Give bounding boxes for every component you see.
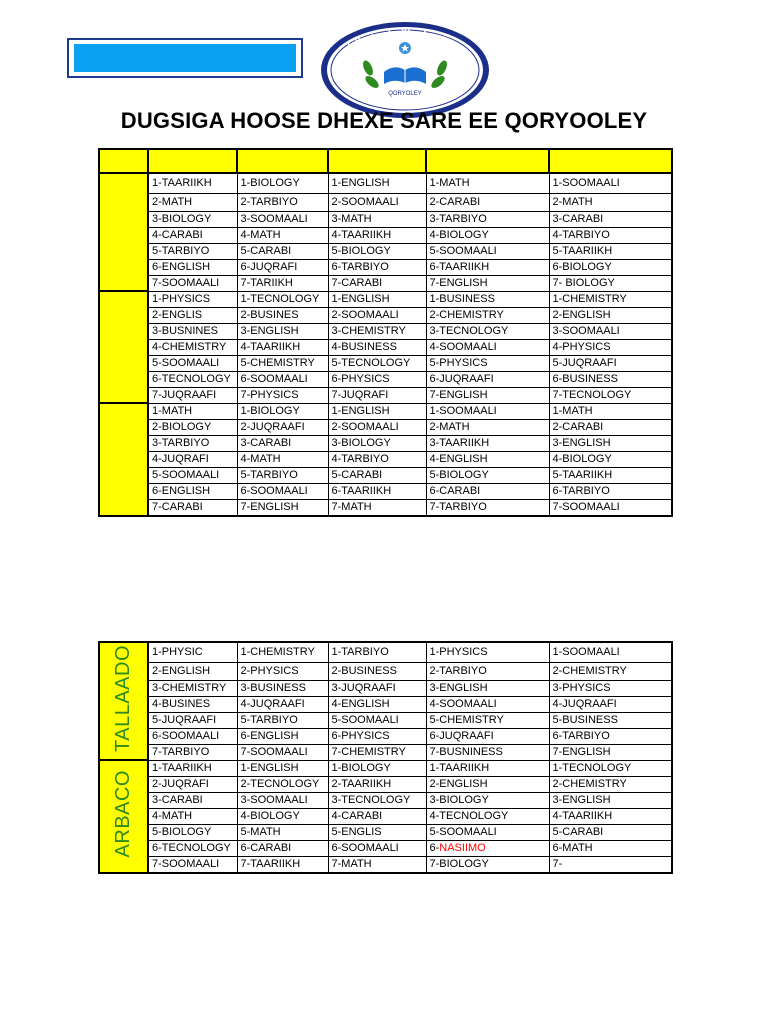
subject-cell: 6-PHYSICS bbox=[328, 371, 426, 387]
subject-cell: 5-PHYSICS bbox=[426, 355, 549, 371]
subject-cell: 6-SOOMAALI bbox=[237, 483, 328, 499]
table-row bbox=[99, 760, 672, 776]
subject-cell: 7-TARBIYO bbox=[426, 499, 549, 516]
subject-cell: 4-PHYSICS bbox=[549, 339, 672, 355]
subject-cell: 1-ENGLISH bbox=[328, 173, 426, 193]
day-cell bbox=[99, 642, 148, 760]
subject-cell: 7-CHEMISTRY bbox=[328, 744, 426, 760]
table-row bbox=[99, 435, 672, 451]
subject-cell: 1-PHYSIC bbox=[148, 642, 237, 662]
subject-cell: 3-SOOMAALI bbox=[237, 792, 328, 808]
subject-cell: 7-BIOLOGY bbox=[426, 856, 549, 873]
subject-cell: 2-SOOMAALI bbox=[328, 307, 426, 323]
subject-cell: 4-ENGLISH bbox=[426, 451, 549, 467]
logo-arc-text: مدرسة قريولي الاساسية والثانوية bbox=[333, 26, 477, 65]
subject-cell: 3-CHEMISTRY bbox=[328, 323, 426, 339]
table-row bbox=[99, 339, 672, 355]
subject-cell: 2-ENGLIS bbox=[148, 307, 237, 323]
subject-cell: 2-CARABI bbox=[426, 193, 549, 211]
subject-cell: 1-MATH bbox=[549, 403, 672, 419]
table-row bbox=[99, 824, 672, 840]
subject-cell: 1-TECNOLOGY bbox=[237, 291, 328, 307]
timetable-1 bbox=[98, 148, 673, 517]
subject-cell: 3-BUSNINES bbox=[148, 323, 237, 339]
subject-cell: 5-TARBIYO bbox=[237, 712, 328, 728]
subject-cell: 2-ENGLISH bbox=[549, 307, 672, 323]
subject-cell: 7-MATH bbox=[328, 499, 426, 516]
subject-cell: 1-BIOLOGY bbox=[328, 760, 426, 776]
subject-cell: 4-TAARIIKH bbox=[328, 227, 426, 243]
subject-cell: 6-BUSINESS bbox=[549, 371, 672, 387]
subject-cell: 5-BUSINESS bbox=[549, 712, 672, 728]
subject-cell: 7-ENGLISH bbox=[426, 275, 549, 291]
subject-cell: 7-SOOMAALI bbox=[549, 499, 672, 516]
subject-cell: 6-TECNOLOGY bbox=[148, 371, 237, 387]
subject-cell: 3-TARBIYO bbox=[148, 435, 237, 451]
subject-cell: 2-BUSINESS bbox=[328, 662, 426, 680]
subject-cell: 7-ENGLISH bbox=[549, 744, 672, 760]
blue-fill bbox=[74, 44, 296, 72]
table-row bbox=[99, 227, 672, 243]
subject-cell: 7-MATH bbox=[328, 856, 426, 873]
subject-cell: 7-JUQRAFI bbox=[328, 387, 426, 403]
subject-cell: 6-PHYSICS bbox=[328, 728, 426, 744]
table-row bbox=[99, 483, 672, 499]
subject-cell: 7-TARBIYO bbox=[148, 744, 237, 760]
subject-cell: 5-SOOMAALI bbox=[148, 355, 237, 371]
subject-cell: 5-SOOMAALI bbox=[426, 243, 549, 259]
header-cell bbox=[237, 149, 328, 173]
table-row bbox=[99, 856, 672, 873]
header-cell bbox=[426, 149, 549, 173]
table-row bbox=[99, 371, 672, 387]
subject-cell: 4-JUQRAAFI bbox=[549, 696, 672, 712]
table-row bbox=[99, 211, 672, 227]
table-row bbox=[99, 259, 672, 275]
subject-cell: 5-CARABI bbox=[237, 243, 328, 259]
subject-cell: 1-TAARIIKH bbox=[426, 760, 549, 776]
subject-cell: 1-BIOLOGY bbox=[237, 173, 328, 193]
subject-cell: 6-TARBIYO bbox=[328, 259, 426, 275]
subject-cell: 4-JUQRAFI bbox=[148, 451, 237, 467]
table-row bbox=[99, 808, 672, 824]
table-row bbox=[99, 642, 672, 662]
subject-cell: 5-TARBIYO bbox=[237, 467, 328, 483]
subject-cell: 1-SOOMAALI bbox=[549, 642, 672, 662]
subject-cell: 4-MATH bbox=[237, 227, 328, 243]
subject-cell: 6-TECNOLOGY bbox=[148, 840, 237, 856]
subject-cell: 4-TAARIIKH bbox=[237, 339, 328, 355]
subject-prefix: 6- bbox=[429, 841, 440, 854]
subject-cell: 6-CARABI bbox=[237, 840, 328, 856]
table-row bbox=[99, 451, 672, 467]
subject-cell: 2-CHEMISTRY bbox=[549, 776, 672, 792]
table-row bbox=[99, 291, 672, 307]
subject-cell: 2-MATH bbox=[426, 419, 549, 435]
subject-cell: 2-MATH bbox=[148, 193, 237, 211]
subject-cell: 5-TECNOLOGY bbox=[328, 355, 426, 371]
subject-cell: 5-BIOLOGY bbox=[426, 467, 549, 483]
subject-cell: 7-TAARIIKH bbox=[237, 856, 328, 873]
subject-cell: 6-ENGLISH bbox=[237, 728, 328, 744]
subject-cell: 6-TARBIYO bbox=[549, 728, 672, 744]
subject-cell: 6-TAARIIKH bbox=[328, 483, 426, 499]
subject-cell: 5-ENGLIS bbox=[328, 824, 426, 840]
subject-cell: 3-CARABI bbox=[237, 435, 328, 451]
subject-cell: 7-TARIIKH bbox=[237, 275, 328, 291]
table-row bbox=[99, 840, 672, 856]
subject-cell: 7-SOOMAALI bbox=[148, 275, 237, 291]
table-row bbox=[99, 243, 672, 259]
subject-cell: 3-TAARIIKH bbox=[426, 435, 549, 451]
highlighted-subject: NASIIMO bbox=[439, 841, 486, 854]
subject-cell: 5-JUQRAAFI bbox=[549, 355, 672, 371]
subject-cell: 5-BIOLOGY bbox=[328, 243, 426, 259]
table-row bbox=[99, 307, 672, 323]
subject-cell: 1-CHEMISTRY bbox=[549, 291, 672, 307]
subject-cell: 2-MATH bbox=[549, 193, 672, 211]
subject-cell: 7-ENGLISH bbox=[237, 499, 328, 516]
subject-cell: 5-SOOMAALI bbox=[328, 712, 426, 728]
day-label: TALLAADO bbox=[112, 645, 134, 752]
subject-cell: 3-BIOLOGY bbox=[148, 211, 237, 227]
subject-cell: 1-TECNOLOGY bbox=[549, 760, 672, 776]
subject-cell: 5-TARBIYO bbox=[148, 243, 237, 259]
subject-cell: 6-BIOLOGY bbox=[549, 259, 672, 275]
subject-cell: 5-CARABI bbox=[328, 467, 426, 483]
subject-cell: 4-BIOLOGY bbox=[237, 808, 328, 824]
subject-cell: 6-SOOMAALI bbox=[237, 371, 328, 387]
subject-cell: 1-ENGLISH bbox=[328, 291, 426, 307]
subject-cell: 4-TARBIYO bbox=[328, 451, 426, 467]
subject-cell: 6-JUQRAFI bbox=[237, 259, 328, 275]
table-row bbox=[99, 499, 672, 516]
subject-cell: 4-BIOLOGY bbox=[426, 227, 549, 243]
table-row bbox=[99, 173, 672, 193]
table-row bbox=[99, 355, 672, 371]
table-row bbox=[99, 744, 672, 760]
subject-cell: 6-SOOMAALI bbox=[328, 840, 426, 856]
subject-cell: 4-BUSINES bbox=[148, 696, 237, 712]
subject-cell: 3-ENGLISH bbox=[549, 435, 672, 451]
school-logo bbox=[318, 20, 492, 120]
subject-cell: 2-CARABI bbox=[549, 419, 672, 435]
table-row bbox=[99, 662, 672, 680]
subject-cell: 6-JUQRAAFI bbox=[426, 371, 549, 387]
subject-cell: 5-SOOMAALI bbox=[148, 467, 237, 483]
subject-cell: 7-CARABI bbox=[148, 499, 237, 516]
subject-cell: 1-BUSINESS bbox=[426, 291, 549, 307]
subject-cell: 1-MATH bbox=[148, 403, 237, 419]
subject-cell: 3-BIOLOGY bbox=[426, 792, 549, 808]
subject-cell: 1-BIOLOGY bbox=[237, 403, 328, 419]
subject-cell: 2-ENGLISH bbox=[426, 776, 549, 792]
subject-cell: 2-SOOMAALI bbox=[328, 193, 426, 211]
table-header-row bbox=[99, 149, 672, 173]
subject-cell: 1-ENGLISH bbox=[237, 760, 328, 776]
subject-cell: 4-BUSINESS bbox=[328, 339, 426, 355]
header-cell bbox=[148, 149, 237, 173]
page-title: DUGSIGA HOOSE DHEXE SARE EE QORYOOLEY bbox=[120, 108, 648, 133]
subject-cell: 7-CARABI bbox=[328, 275, 426, 291]
table-row bbox=[99, 467, 672, 483]
subject-cell: 6-CARABI bbox=[426, 483, 549, 499]
day-label: ARBACO bbox=[112, 770, 134, 858]
subject-cell: 3-ENGLISH bbox=[237, 323, 328, 339]
header-cell bbox=[328, 149, 426, 173]
subject-cell: 2-TECNOLOGY bbox=[237, 776, 328, 792]
subject-cell: 1-CHEMISTRY bbox=[237, 642, 328, 662]
table-row bbox=[99, 323, 672, 339]
header-day-cell bbox=[99, 149, 148, 173]
subject-cell bbox=[426, 840, 549, 856]
subject-cell: 7- BIOLOGY bbox=[549, 275, 672, 291]
subject-cell: 3-TECNOLOGY bbox=[426, 323, 549, 339]
subject-cell: 4-CARABI bbox=[148, 227, 237, 243]
table-row bbox=[99, 403, 672, 419]
subject-cell: 1-TAARIIKH bbox=[148, 173, 237, 193]
timetable-2 bbox=[98, 641, 673, 874]
table-row bbox=[99, 728, 672, 744]
subject-cell: 3-SOOMAALI bbox=[237, 211, 328, 227]
subject-cell: 4-ENGLISH bbox=[328, 696, 426, 712]
subject-cell: 4-JUQRAAFI bbox=[237, 696, 328, 712]
subject-cell: 6-MATH bbox=[549, 840, 672, 856]
subject-cell: 2-BIOLOGY bbox=[148, 419, 237, 435]
subject-cell: 2-CHEMISTRY bbox=[549, 662, 672, 680]
subject-cell: 3-CARABI bbox=[549, 211, 672, 227]
subject-cell: 2-BUSINES bbox=[237, 307, 328, 323]
subject-cell: 2-TARBIYO bbox=[237, 193, 328, 211]
subject-cell: 2-ENGLISH bbox=[148, 662, 237, 680]
subject-cell: 4-MATH bbox=[148, 808, 237, 824]
subject-cell: 3-SOOMAALI bbox=[549, 323, 672, 339]
subject-cell: 2-SOOMAALI bbox=[328, 419, 426, 435]
subject-cell: 6-TARBIYO bbox=[549, 483, 672, 499]
day-cell bbox=[99, 403, 148, 516]
table-row bbox=[99, 776, 672, 792]
subject-cell: 7-SOOMAALI bbox=[148, 856, 237, 873]
subject-cell: 1-TAARIIKH bbox=[148, 760, 237, 776]
table-row bbox=[99, 193, 672, 211]
subject-cell: 6-SOOMAALI bbox=[148, 728, 237, 744]
subject-cell: 6-ENGLISH bbox=[148, 259, 237, 275]
subject-cell: 5-JUQRAAFI bbox=[148, 712, 237, 728]
subject-cell: 1-SOOMAALI bbox=[426, 403, 549, 419]
subject-cell: 2-PHYSICS bbox=[237, 662, 328, 680]
subject-cell: 1-PHYSICS bbox=[426, 642, 549, 662]
subject-cell: 4-CHEMISTRY bbox=[148, 339, 237, 355]
subject-cell: 2-JUQRAAFI bbox=[237, 419, 328, 435]
subject-cell: 4-TECNOLOGY bbox=[426, 808, 549, 824]
subject-cell: 4-MATH bbox=[237, 451, 328, 467]
subject-cell: 6-TAARIIKH bbox=[426, 259, 549, 275]
table-row bbox=[99, 696, 672, 712]
table-row bbox=[99, 712, 672, 728]
day-cell bbox=[99, 760, 148, 873]
blue-header-box bbox=[67, 38, 303, 78]
day-cell bbox=[99, 291, 148, 403]
subject-cell: 5-TAARIIKH bbox=[549, 467, 672, 483]
subject-cell: 3-CHEMISTRY bbox=[148, 680, 237, 696]
subject-cell: 4-BIOLOGY bbox=[549, 451, 672, 467]
subject-cell: 7-PHYSICS bbox=[237, 387, 328, 403]
subject-cell: 4-TARBIYO bbox=[549, 227, 672, 243]
table-row bbox=[99, 419, 672, 435]
subject-cell: 5-TAARIIKH bbox=[549, 243, 672, 259]
subject-cell: 6-ENGLISH bbox=[148, 483, 237, 499]
subject-cell: 7-BUSNINESS bbox=[426, 744, 549, 760]
subject-cell: 3-ENGLISH bbox=[549, 792, 672, 808]
subject-cell: 3-MATH bbox=[328, 211, 426, 227]
subject-cell: 3-TARBIYO bbox=[426, 211, 549, 227]
subject-cell: 2-TAARIIKH bbox=[328, 776, 426, 792]
subject-cell: 7-JUQRAAFI bbox=[148, 387, 237, 403]
subject-cell: 1-PHYSICS bbox=[148, 291, 237, 307]
subject-cell: 4-SOOMAALI bbox=[426, 696, 549, 712]
logo-bottom-arc-text: QORYOLEY PRIMARY & SECONDARY SCHOOL bbox=[342, 79, 468, 109]
subject-cell: 7-ENGLISH bbox=[426, 387, 549, 403]
subject-cell: 5-CHEMISTRY bbox=[237, 355, 328, 371]
subject-cell: 5-CARABI bbox=[549, 824, 672, 840]
header-cell bbox=[549, 149, 672, 173]
subject-cell: 2-TARBIYO bbox=[426, 662, 549, 680]
subject-cell: 7-SOOMAALI bbox=[237, 744, 328, 760]
subject-cell: 4-TAARIIKH bbox=[549, 808, 672, 824]
subject-cell: 3-PHYSICS bbox=[549, 680, 672, 696]
subject-cell: 7- bbox=[549, 856, 672, 873]
table-row bbox=[99, 680, 672, 696]
subject-cell: 7-TECNOLOGY bbox=[549, 387, 672, 403]
subject-cell: 5-BIOLOGY bbox=[148, 824, 237, 840]
subject-cell: 5-MATH bbox=[237, 824, 328, 840]
subject-cell: 5-SOOMAALI bbox=[426, 824, 549, 840]
subject-cell: 4-SOOMAALI bbox=[426, 339, 549, 355]
subject-cell: 4-CARABI bbox=[328, 808, 426, 824]
subject-cell: 3-ENGLISH bbox=[426, 680, 549, 696]
subject-cell: 6-JUQRAAFI bbox=[426, 728, 549, 744]
subject-cell: 1-TARBIYO bbox=[328, 642, 426, 662]
subject-cell: 1-MATH bbox=[426, 173, 549, 193]
day-cell bbox=[99, 173, 148, 291]
subject-cell: 5-CHEMISTRY bbox=[426, 712, 549, 728]
table-row bbox=[99, 387, 672, 403]
subject-cell: 1-ENGLISH bbox=[328, 403, 426, 419]
subject-cell: 2-JUQRAFI bbox=[148, 776, 237, 792]
subject-cell: 3-BIOLOGY bbox=[328, 435, 426, 451]
subject-cell: 1-SOOMAALI bbox=[549, 173, 672, 193]
subject-cell: 2-CHEMISTRY bbox=[426, 307, 549, 323]
subject-cell: 3-TECNOLOGY bbox=[328, 792, 426, 808]
subject-cell: 3-CARABI bbox=[148, 792, 237, 808]
subject-cell: 3-BUSINESS bbox=[237, 680, 328, 696]
table-row bbox=[99, 275, 672, 291]
subject-cell: 3-JUQRAAFI bbox=[328, 680, 426, 696]
logo-center-text: QORYOLEY bbox=[388, 91, 422, 97]
table-row bbox=[99, 792, 672, 808]
